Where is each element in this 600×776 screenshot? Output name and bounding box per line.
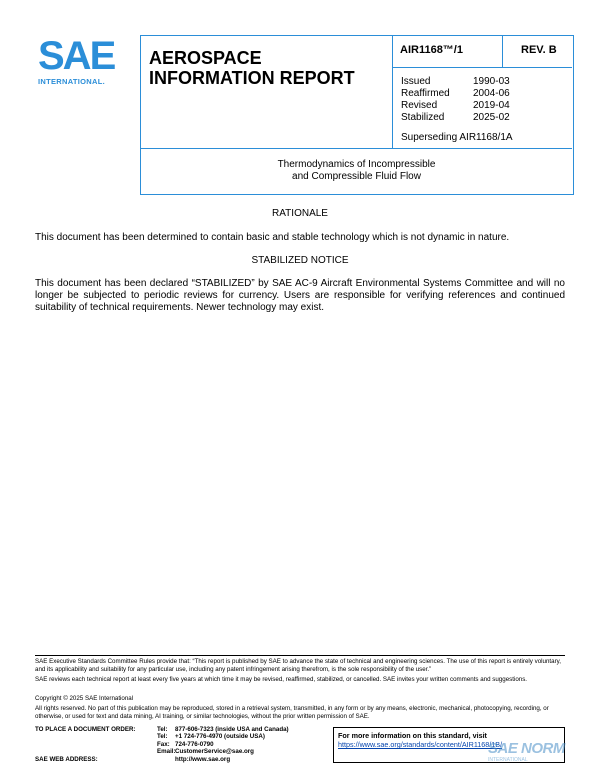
- logo-letters: SAE: [38, 34, 115, 78]
- phone-international: +1 724-776-4970 (outside USA): [175, 733, 265, 741]
- subject-line-1: Thermodynamics of Incompressible: [277, 159, 436, 170]
- watermark: [488, 740, 600, 776]
- web-label: SAE WEB ADDRESS:: [35, 755, 98, 763]
- revision: REV. B: [503, 36, 572, 68]
- sae-logo: [38, 36, 126, 86]
- rationale-heading: RATIONALE: [272, 208, 328, 219]
- stabilized-heading: STABILIZED NOTICE: [251, 255, 349, 266]
- date-history: [393, 68, 572, 148]
- stabilized-text: This document has been declared “STABILIZED” by SAE AC-9 Aircraft Environmental Systems Committee and will no longer be subjected to periodic reviews for currency. Users are responsible for verifying references and continued suitability of technical requirements. Newer technology may exist.: [35, 278, 565, 313]
- fax-number: 724-776-0790: [175, 740, 214, 748]
- subject-line-2: and Compressible Fluid Flow: [292, 171, 421, 182]
- doc-number: AIR1168™/1: [393, 36, 503, 68]
- more-info-title: For more information on this standard, visit: [338, 731, 487, 740]
- footer-divider: [35, 655, 565, 656]
- supersedes-note: Superseding AIR1168/1A: [401, 132, 513, 143]
- copyright: Copyright © 2025 SAE International: [35, 695, 134, 702]
- document-header: [140, 35, 574, 195]
- report-type-title: [141, 36, 393, 148]
- rationale-text: This document has been determined to contain basic and stable technology which is not dynamic in nature.: [35, 232, 510, 243]
- phone-domestic: 877-606-7323 (inside USA and Canada): [175, 726, 289, 733]
- date-row-issued: Issued 1990-03: [401, 76, 510, 87]
- web-address-link[interactable]: http://www.sae.org: [175, 755, 231, 763]
- standard-link[interactable]: https://www.sae.org/standards/content/AIR1168/1B/: [338, 740, 503, 749]
- logo-subtitle: INTERNATIONAL.: [38, 77, 105, 86]
- email-address[interactable]: CustomerService@sae.org: [175, 748, 254, 756]
- rights-notice: All rights reserved. No part of this publication may be reproduced, stored in a retrieval system, transmitted, in any form or by any means, electronic, mechanical, photocopying, recording, or otherwise, or used for text and data mining, AI training, or similar technologies, without the prior written permission of SAE.: [35, 705, 549, 720]
- watermark-subtext: INTERNATIONAL: [488, 757, 528, 763]
- date-row-reaffirmed: Reaffirmed 2004-06: [401, 88, 510, 99]
- date-row-revised: Revised 2019-04: [401, 100, 510, 111]
- order-label: TO PLACE A DOCUMENT ORDER:: [35, 726, 136, 733]
- date-row-stabilized: Stabilized 2025-02: [401, 112, 510, 123]
- watermark-text: SAE NORM: [488, 740, 565, 757]
- document-subject: [141, 148, 572, 194]
- committee-rules: SAE Executive Standards Committee Rules provide that: “This report is published by SAE to advance the state of technical and engineering sciences. The use of this report is entirely voluntary, and its applicability and suitability for any particular use, including any patent infringement arising therefrom, is the sole responsibility of the user.”: [35, 658, 561, 673]
- title-line-1: AEROSPACE: [149, 48, 262, 68]
- title-line-2: INFORMATION REPORT: [149, 68, 355, 88]
- review-notice: SAE reviews each technical report at least every five years at which time it may be revised, reaffirmed, stabilized, or cancelled. SAE invites your written comments and suggestions.: [35, 676, 528, 683]
- order-info: TO PLACE A DOCUMENT ORDER: Tel: 877-606-7323 (inside USA and Canada) Tel: +1 724-776-4970 (outside USA) Fax: 724-776-0790 Email: CustomerService@sae.org SAE WEB ADDRESS: http://www.sae.org: [35, 726, 289, 763]
